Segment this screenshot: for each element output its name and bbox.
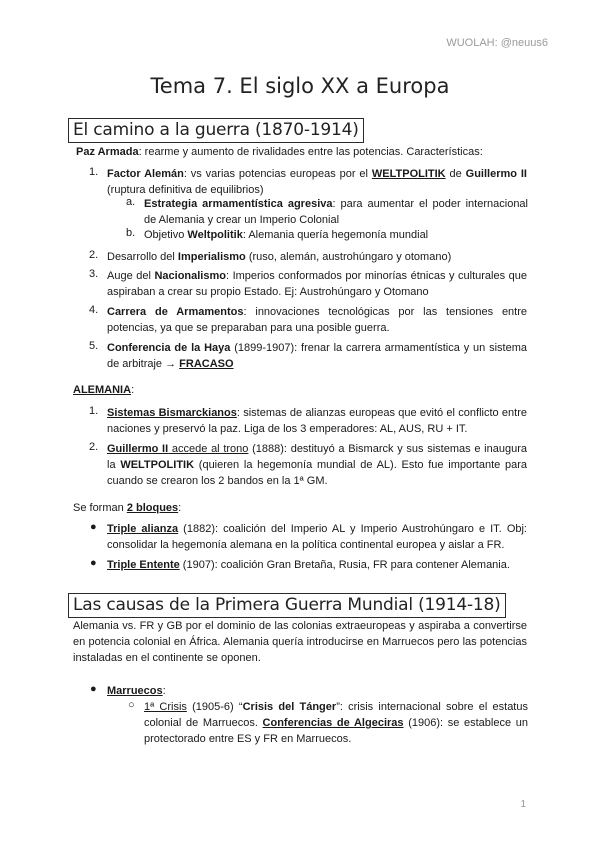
bullet-icon: ● [90, 557, 97, 569]
list-item: Estrategia armamentística agresiva: para aumentar el poder internacional de Alemania y crear un Imperio Colonial [144, 198, 528, 227]
list-item: Guillermo II accede al trono (1888): destituyó a Bismarck y sus sistemas e inaugura la WELTPOLITIK (quieren la hegemonía mundial de AL). Esto fue importante para cuando se crearon los 2 bandos en la 1ª GM. [107, 443, 528, 488]
bloques-intro: Se forman 2 bloques: [73, 502, 182, 514]
item-number: 5. [89, 340, 99, 352]
bullet-icon: ● [90, 521, 97, 533]
causas-intro: Alemania vs. FR y GB por el dominio de las colonias extraeuropeas y aspiraba a convertirse en potencia colonial en África. Alemania quería introducirse en Marruecos pero las potencias instaladas en el continente se oponen. [73, 620, 527, 665]
list-item: Conferencia de la Haya (1899-1907): frenar la carrera armamentística y un sistema de arbitraje → FRACASO [107, 342, 527, 371]
list-item: Desarrollo del Imperialismo (ruso, alemán, austrohúngaro y otomano) [107, 251, 452, 263]
item-number: b. [126, 227, 136, 239]
item-number: a. [126, 196, 136, 208]
item-number: 1. [89, 166, 99, 178]
intro-paz-armada [76, 144, 536, 160]
list-item: 1ª Crisis (1905-6) “Crisis del Tánger”: crisis internacional sobre el estatus colonial de Marruecos. Conferencias de Algeciras (1906): se establece un protectorado entre ES y FR en Marruecos. [144, 701, 528, 746]
list-item: Triple alianza (1882): coalición del Imperio AL y Imperio Austrohúngaro e IT. Obj: consolidar la hegemonía alemana en la política continental europea y aislar a FR. [107, 523, 527, 552]
alemania-label: ALEMANIA: [73, 384, 135, 396]
bullet-icon: ● [90, 683, 97, 695]
list-item: Auge del Nacionalismo: Imperios conformados por minorías étnicas y culturales que aspiraban a crear su propio Estado. Ej: Austrohúngaro y Otomano [107, 270, 527, 299]
list-item: Sistemas Bismarckianos: sistemas de alianzas europeas que evitó el conflicto entre naciones y preservó la paz. Liga de los 3 emperadores: AL, AUS, RU + IT. [107, 407, 527, 436]
paz-armada-term: Paz Armada [76, 146, 139, 158]
list-item: Triple Entente (1907): coalición Gran Bretaña, Rusia, FR para contener Alemania. [107, 559, 510, 571]
item-number: 3. [89, 268, 99, 280]
section-heading-causas: Las causas de la Primera Guerra Mundial (1914-18) [68, 593, 506, 618]
section-heading-camino: El camino a la guerra (1870-1914) [68, 118, 364, 143]
watermark: WUOLAH: @neuus6 [446, 37, 548, 49]
list-item: Carrera de Armamentos: innovaciones tecnológicas por las tensiones entre potencias, ya que se preparaban para una posible guerra. [107, 306, 528, 335]
intro-text: : rearme y aumento de rivalidades entre las potencias. Características: [138, 146, 483, 158]
marruecos-label: Marruecos: [107, 685, 166, 697]
list-item: Objetivo Weltpolitik: Alemania quería hegemonía mundial [144, 229, 429, 241]
item-number: 4. [89, 304, 99, 316]
page-title: Tema 7. El siglo XX a Europa [150, 74, 450, 98]
list-item: Factor Alemán: vs varias potencias europeas por el WELTPOLITIK de Guillermo II (ruptura definitiva de equilibrios) [107, 168, 527, 197]
page-number: 1 [520, 799, 526, 810]
item-number: 2. [89, 249, 99, 261]
item-number: 2. [89, 441, 99, 453]
item-number: 1. [89, 405, 99, 417]
circle-bullet-icon: ○ [128, 699, 135, 711]
